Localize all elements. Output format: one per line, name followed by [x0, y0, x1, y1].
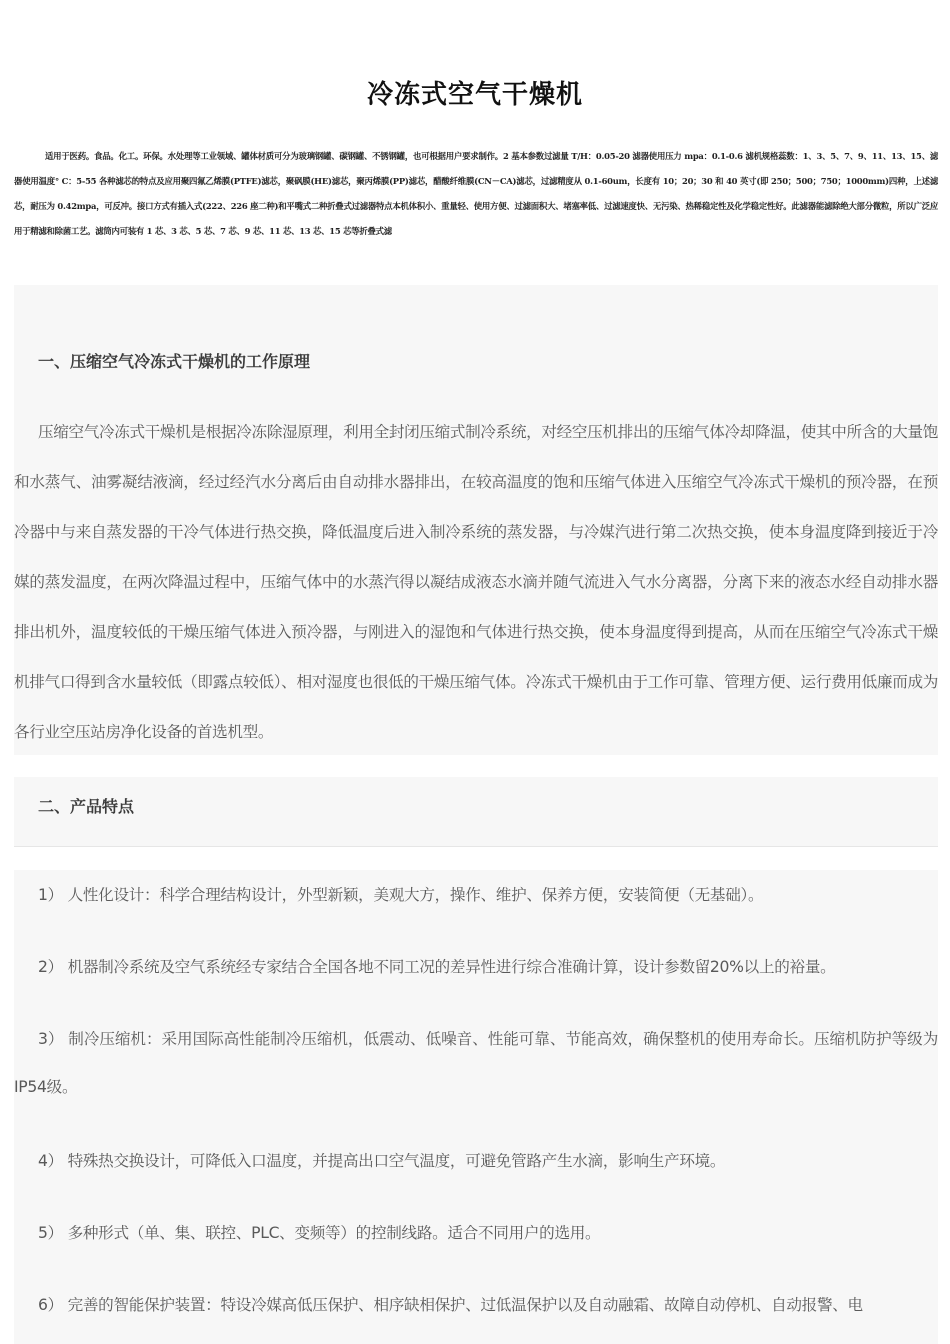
- product-features-list: [14, 870, 938, 1344]
- feature-item-2: 2） 机器制冷系统及空气系统经专家结合全国各地不同工况的差异性进行综合准确计算，设计参数留20%以上的裕量。: [38, 958, 836, 976]
- working-principle-section: [14, 285, 938, 755]
- working-principle-body: 压缩空气冷冻式干燥机是根据冷冻除湿原理，利用全封闭压缩式制冷系统，对经空压机排出的压缩气体冷却降温，使其中所含的大量饱和水蒸气、油雾凝结液滴，经过经汽水分离后由自动排水器排出，在较高温度的饱和压缩气体进入压缩空气冷冻式干燥机的预冷器，在预冷器中与来自蒸发器的干冷气体进行热交换，降低温度后进入制冷系统的蒸发器，与冷媒汽进行第二次热交换，使本身温度降到接近于冷媒的蒸发温度，在两次降温过程中，压缩气体中的水蒸汽得以凝结成液态水滴并随气流进入气水分离器，分离下来的液态水经自动排水器排出机外，温度较低的干燥压缩气体进入预冷器，与刚进入的湿饱和气体进行热交换，使本身温度得到提高，从而在压缩空气冷冻式干燥机排气口得到含水量较低（即露点较低）、相对湿度也很低的干燥压缩气体。冷冻式干燥机由于工作可靠、管理方便、运行费用低廉而成为各行业空压站房净化设备的首选机型。: [14, 423, 938, 741]
- feature-item-3: 3） 制冷压缩机：采用国际高性能制冷压缩机，低震动、低噪音、性能可靠、节能高效，确保整机的使用寿命长。压缩机防护等级为 IP54级。: [14, 1030, 938, 1096]
- feature-item-4: 4） 特殊热交换设计，可降低入口温度，并提高出口空气温度，可避免管路产生水滴，影响生产环境。: [38, 1152, 726, 1170]
- intro-paragraph: 适用于医药。食品。化工。环保。水处理等工业领域、罐体材质可分为玻璃钢罐、碳钢罐、不锈钢罐，也可根据用户要求制作。2 基本参数过滤量 T/H：0.05-20 滤器使用压力 mpa：0.1-0.6 滤机规格蕊数：1、3、5、7、9、11、13、15、滤器使用温度° C：5-55 各种滤芯的特点及应用聚四氟乙烯膜(PTFE)滤芯，聚砜膜(HE)滤芯，聚丙烯膜(PP)滤芯，醋酸纤维膜(CN－CA)滤芯，过滤精度从 0.1-60um，长度有 10；20；30 和 40 英寸(即 250；500；750；1000mm)四种，上述滤芯，耐压为 0.42mpa，可反冲。接口方式有插入式(222、226 座二种)和平嘴式二种折叠式过滤器特点本机体积小、重量轻、使用方便、过滤面积大、堵塞率低、过滤速度快、无污染、热稀稳定性及化学稳定性好。此滤器能滤除绝大部分微粒，所以广泛应用于精滤和除菌工艺。滤筒内可装有 1 芯、3 芯、5 芯、7 芯、9 芯、11 芯、13 芯、15 芯等折叠式滤: [14, 151, 938, 236]
- feature-item-6: 6） 完善的智能保护装置：特设冷媒高低压保护、相序缺相保护、过低温保护以及自动融霜、故障自动停机、自动报警、电: [38, 1296, 863, 1314]
- working-principle-heading: 一、压缩空气冷冻式干燥机的工作原理: [38, 352, 311, 371]
- product-features-heading: 二、产品特点: [38, 797, 135, 816]
- feature-item-1: 1） 人性化设计：科学合理结构设计，外型新颖，美观大方，操作、维护、保养方便，安装简便（无基础）。: [38, 886, 764, 904]
- product-features-header: [14, 777, 938, 847]
- feature-item-5: 5） 多种形式（单、集、联控、PLC、变频等）的控制线路。适合不同用户的选用。: [38, 1224, 601, 1242]
- document-title: 冷冻式空气干燥机: [366, 80, 583, 110]
